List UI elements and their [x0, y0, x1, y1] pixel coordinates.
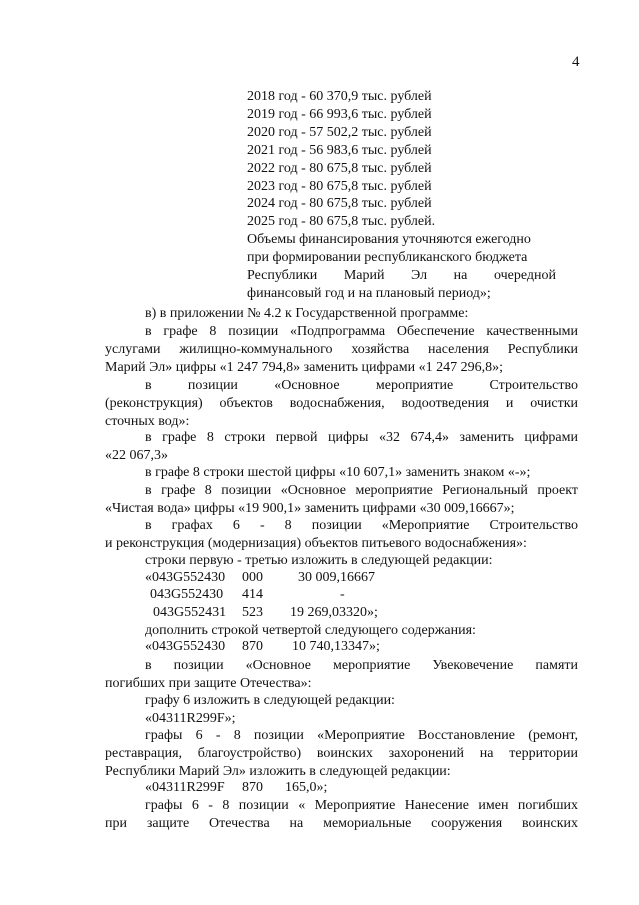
paragraph-memory: в позиции «Основное мероприятие Увековечение памяти погибших при защите Отечества»: [105, 658, 578, 691]
paragraph-regional-project: в графе 8 позиции «Основное мероприятие Региональный проект «Чистая вода» цифры «19 900,1» заменить цифрами «30 009,16667»; [105, 483, 578, 516]
note-line: финансовый год и на плановый период»; [247, 285, 491, 301]
paragraph-graph8-subprogram: в графе 8 позиции «Подпрограмма Обеспечение качественными услугами жилищно-коммунального хозяйства населения Республики Марий Эл» цифры «1 247 794,8» заменить цифрами «1 247 296,8»; [105, 324, 578, 375]
paragraph-v: в) в приложении № 4.2 к Государственной программе: [145, 306, 469, 321]
paragraph-add-row4: дополнить строкой четвертой следующего содержания: [145, 623, 476, 638]
paragraph-position-construction: в позиции «Основное мероприятие Строительство (реконструкция) объектов водоснабжения, водоотведения и очистки сточных вод»: [105, 378, 578, 429]
paragraph-row1: в графе 8 строки первой цифры «32 674,4» заменить цифрами «22 067,3» [105, 430, 578, 463]
paragraph-code-f: «04311R299F»; [145, 711, 236, 726]
note-line: при формировании республиканского бюджета [247, 250, 528, 266]
document-page: 4 2018 год - 60 370,9 тыс. рублей 2019 год - 66 993,6 тыс. рублей 2020 год - 57 502,2 тыс. рублей 2021 год - 56 983,6 тыс. рублей 2022 год - 80 675,8 тыс. рублей 2023 год - 80 675,8 тыс. рублей 2024 год - 80 675,8 тыс. рублей 2025 год - 80 675,8 тыс. рублей. Объемы финансирования уточняются ежегодно при формировании республиканского бюджета Республики Марий Эл на очередной финансовый год и на плановый период»; в) в приложении № 4.2 к Государственной программе: в графе 8 позиции «Подпрограмма Обеспечение качественными услугами жилищно-коммунального хозяйства населения Республики Марий Эл» цифры «1 247 794,8» заменить цифрами «1 247 296,8»; в позиции «Основное мероприятие Строительство (реконструкция) объектов водоснабжения, водоотведения и очистки сточных вод»: в графе 8 строки первой цифры «32 674,4» заменить цифрами «22 067,3» в графе 8 строки шестой цифры «10 607,1» заменить знаком «-»; в графе 8 позиции «Основное мероприятие Региональный проект «Чистая вода» цифры «19 900,1» заменить цифрами «30 009,16667»; в графах 6 - 8 позиции «Мероприятие Строительство и реконструкция (модернизация) объектов питьевого водоснабжения»: строки первую - третью изложить в следующей редакции: «043G552430 000 30 009,16667 043G552430 414 - 043G552431 523 19 269,03320»; дополнить строкой четвертой следующего содержания: «043G552430 870 10 740,13347»; в позиции «Основное мероприятие Увековечение памяти погибших при защите Отечества»: графу 6 изложить в следующей редакции: «04311R299F»; графы 6 - 8 позиции «Мероприятие Восстановление (ремонт, реставрация, благоустройство) воинских захоронений на территории Республики Марий Эл» изложить в следующей редакции: «04311R299F 870 165,0»; графы 6 - 8 позиции « Мероприятие Нанесение имен погибших при защите Отечества на мемориальные сооружения воинских [105, 54, 580, 831]
financing-line: 2022 год - 80 675,8 тыс. рублей [247, 160, 432, 176]
paragraph-row6: в графе 8 строки шестой цифры «10 607,1» заменить знаком «-»; [145, 465, 531, 480]
paragraph-columns-6-8: в графах 6 - 8 позиции «Мероприятие Строительство и реконструкция (модернизация) объектов питьевого водоснабжения»: [105, 518, 578, 551]
financing-line: 2018 год - 60 370,9 тыс. рублей [247, 89, 432, 104]
paragraph-restoration: графы 6 - 8 позиции «Мероприятие Восстановление (ремонт, реставрация, благоустройство) воинских захоронений на территории Республики Марий Эл» изложить в следующей редакции: [105, 728, 578, 779]
financing-line: 2025 год - 80 675,8 тыс. рублей. [247, 214, 436, 230]
financing-line: 2023 год - 80 675,8 тыс. рублей [247, 178, 432, 194]
financing-line: 2020 год - 57 502,2 тыс. рублей [247, 124, 432, 140]
paragraph-names: графы 6 - 8 позиции « Мероприятие Нанесение имен погибших при защите Отечества на мемориальные сооружения воинских [105, 798, 578, 831]
page-number: 4 [572, 54, 580, 70]
note-line: Республики Марий Эл на очередной [247, 268, 556, 284]
financing-line: 2019 год - 66 993,6 тыс. рублей [247, 106, 432, 122]
financing-by-year [247, 88, 556, 303]
financing-line: 2024 год - 80 675,8 тыс. рублей [247, 196, 432, 212]
note-line: Объемы финансирования уточняются ежегодно [247, 232, 531, 248]
paragraph-rows-1-3: строки первую - третью изложить в следующей редакции: [145, 553, 493, 568]
financing-line: 2021 год - 56 983,6 тыс. рублей [247, 142, 432, 158]
paragraph-graph6: графу 6 изложить в следующей редакции: [145, 693, 395, 708]
financing-note [247, 231, 556, 303]
